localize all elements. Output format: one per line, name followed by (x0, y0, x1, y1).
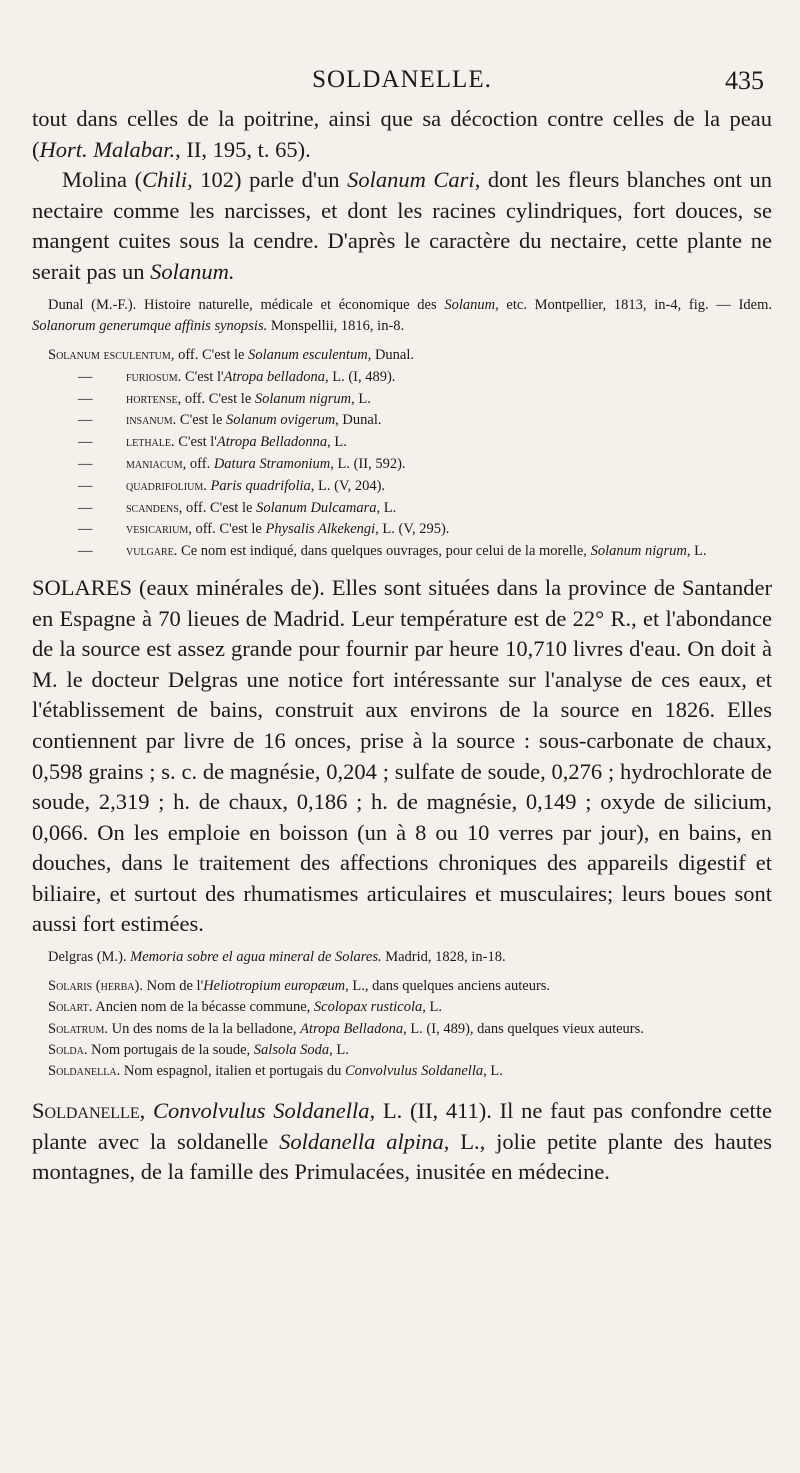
citation-title: Chili, (142, 167, 193, 193)
entry-head: Solanum esculentum (48, 346, 171, 363)
text-run: , L. (351, 390, 371, 407)
text-run: , etc. Montpellier, 1813, in-4, fig. — Idem. (495, 296, 772, 313)
entry-solaris (32, 976, 772, 997)
text-run: , (139, 1098, 153, 1124)
entry-head: vesicarium (126, 521, 189, 538)
species-name: Atropa Belladonna (216, 434, 328, 451)
species-name: Heliotropium europæum (203, 978, 346, 995)
species-name: Convolvulus Soldanella (344, 1063, 484, 1080)
continuation-paragraph (32, 104, 772, 165)
article-headword: SOLARES (32, 574, 133, 600)
running-title: SOLDANELLE. (312, 66, 492, 93)
text-run: , L. (376, 499, 397, 516)
text-run: 102) parle d'un (192, 167, 348, 193)
dash: — (78, 368, 93, 385)
dunal-reference (32, 295, 772, 337)
entry-solart (32, 997, 772, 1018)
text-run: , L. (422, 999, 442, 1016)
text-run: , off. C'est le (170, 346, 249, 363)
text-run: , Dunal. (367, 346, 414, 363)
text-run: Nom de l' (142, 978, 204, 995)
entry-solda (32, 1040, 772, 1061)
text-run: , II, 195, t. 65). (175, 136, 311, 162)
dash: — (78, 499, 93, 516)
species-name: Solanum nigrum (254, 390, 352, 407)
text-run: Monspellii, 1816, in-8. (267, 317, 405, 334)
species-name: Atropa Belladona (300, 1020, 404, 1037)
list-item (32, 345, 772, 367)
dash: — (78, 412, 93, 429)
entry-head: vulgare. (126, 543, 178, 560)
dash: — (78, 434, 93, 451)
species-name: Solanum Cari (347, 167, 475, 193)
book-title: Solanorum generumque affinis synopsis. (32, 317, 268, 334)
dash: — (78, 477, 93, 494)
list-item (32, 454, 772, 476)
text-run: , L. (483, 1063, 503, 1080)
list-item (32, 519, 772, 541)
text-run: , L. (V, 204). (310, 477, 386, 494)
entry-head: hortense (126, 390, 178, 407)
soldanelle-article (32, 1096, 772, 1188)
dash: — (78, 455, 93, 472)
text-run: , off. (182, 455, 214, 472)
text-run: , off. C'est le (177, 390, 255, 407)
list-item (32, 432, 772, 454)
text-run: Delgras (M.). (48, 949, 131, 966)
text-run: C'est l' (181, 368, 224, 385)
text-run: , off. C'est le (188, 521, 266, 538)
text-run: , L. (327, 434, 347, 451)
text-run: Nom espagnol, italien et portugais du (120, 1063, 345, 1080)
text-run: , L. (V, 295). (375, 521, 450, 538)
dash: — (78, 390, 93, 407)
entry-head: maniacum (126, 455, 183, 472)
list-item (32, 498, 772, 520)
entry-head: insanum. (126, 412, 177, 429)
list-item (32, 476, 772, 498)
article-body: (eaux minérales de). Elles sont situées dans la province de Santander en Espagne à 70 lieues de Madrid. Leur température est de 22° R., et l'abondance de la source est assez grande pour fournir par heure 10,710 livres d'eau. On doit à M. le docteur Delgras une notice fort intéressante sur l'analyse de ces eaux, et l'établissement de bains, construit aux environs de la source en 1826. Elles contiennent par livre de 16 onces, prise à la source : sous-carbonate de chaux, 0,598 grains ; s. c. de magnésie, 0,204 ; sulfate de soude, 0,276 ; hydrochlorate de soude, 2,319 ; h. de chaux, 0,186 ; h. de magnésie, 0,149 ; oxyde de silicium, 0,066. On les emploie en boisson (un à 8 ou 10 verres par jour), en bains, en douches, dans le traitement des affections chroniques des appareils digestif et biliaire, et surtout des rhumatismes articulaires et musculaires; leurs boues sont aussi fort estimées. (32, 574, 772, 937)
page-header (32, 66, 772, 104)
page (32, 66, 772, 1188)
species-name: Soldanella alpina (279, 1128, 444, 1154)
book-title: Memoria sobre el agua mineral de Solares. (130, 949, 382, 966)
text-run: , L. (686, 543, 707, 560)
page-number: 435 (725, 66, 764, 95)
entry-head: Solart. (48, 999, 93, 1016)
species-name: Solanum nigrum (590, 543, 687, 560)
list-item (32, 367, 772, 389)
text-run: , L. (II, 411). Il ne faut pas confondre cette plante avec la soldanelle (32, 1098, 773, 1154)
entry-soldanella (32, 1061, 772, 1082)
species-name: Paris quadrifolia (210, 477, 311, 494)
text-run: , Dunal. (335, 412, 382, 429)
text-run: C'est le (176, 412, 227, 429)
text-run: , L. (329, 1041, 349, 1058)
species-name: Solanum ovigerum (226, 412, 336, 429)
species-name: Scolopax rusticola (313, 999, 423, 1016)
entry-head: Soldanella. (48, 1063, 121, 1080)
species-name: Salsola Soda (253, 1041, 330, 1058)
text-run: Madrid, 1828, in-18. (381, 949, 506, 966)
text-run: , L., jolie petite plante des hautes montagnes, de la famille des Primulacées, inusitée en médecine. (32, 1128, 772, 1185)
list-item (32, 541, 772, 563)
dash: — (78, 543, 93, 560)
species-name: Physalis Alkekengi (265, 521, 376, 538)
entry-head: lethale. (126, 434, 175, 451)
text-run: , L. (I, 489), dans quelques vieux auteurs. (403, 1020, 644, 1037)
entry-head: quadrifolium. (126, 477, 207, 494)
solares-article (32, 573, 772, 940)
text-run: Molina ( (62, 167, 143, 193)
entry-head: scandens (126, 499, 179, 516)
species-name: Atropa belladona (223, 368, 325, 385)
text-run: Un des noms de la la belladone, (108, 1020, 301, 1037)
text-run: C'est l' (174, 434, 217, 451)
article-headword: Soldanelle (32, 1098, 140, 1124)
list-item (32, 410, 772, 432)
entry-head: Solda. (48, 1041, 88, 1058)
text-run: Ce nom est indiqué, dans quelques ouvrages, pour celui de la morelle, (177, 543, 591, 560)
delgras-reference (32, 947, 772, 968)
entry-solatrum (32, 1019, 772, 1040)
entry-head: Solatrum. (48, 1020, 109, 1037)
dash: — (78, 521, 93, 538)
text-run: Dunal (M.-F.). Histoire naturelle, médicale et économique des (48, 296, 445, 313)
entry-head: Solaris (herba). (48, 978, 143, 995)
text-run: Ancien nom de la bécasse commune, (92, 999, 314, 1016)
solanum-variety-list (32, 345, 772, 563)
text-run: , off. C'est le (178, 499, 257, 516)
citation-title: Hort. Malabar. (39, 136, 176, 162)
species-name: Convolvulus Soldanella (153, 1098, 370, 1124)
text-run: , L., dans quelques anciens auteurs. (345, 978, 551, 995)
text-run: , L. (II, 592). (330, 455, 406, 472)
species-name: Solanum. (150, 258, 235, 284)
entry-head: furiosum. (126, 368, 182, 385)
list-item (32, 389, 772, 411)
genus-name: Solanum (444, 296, 496, 313)
text-run: tout dans celles de la poitrine, ainsi que sa décoction contre celles de la peau ( (32, 106, 772, 162)
text-run: , L. (I, 489). (324, 368, 396, 385)
species-name: Datura Stramonium (213, 455, 331, 472)
species-name: Solanum Dulcamara (256, 499, 377, 516)
text-run: , dont les fleurs blanches ont un nectaire comme les narcisses, et dont les racines cylindriques, fort douces, se mangent cuites sous la cendre. D'après le caractère du nectaire, cette plante ne serait pas un (32, 167, 773, 284)
molina-paragraph (32, 165, 772, 287)
text-run: Nom portugais de la soude, (87, 1041, 254, 1058)
species-name: Solanum esculentum (248, 346, 368, 363)
